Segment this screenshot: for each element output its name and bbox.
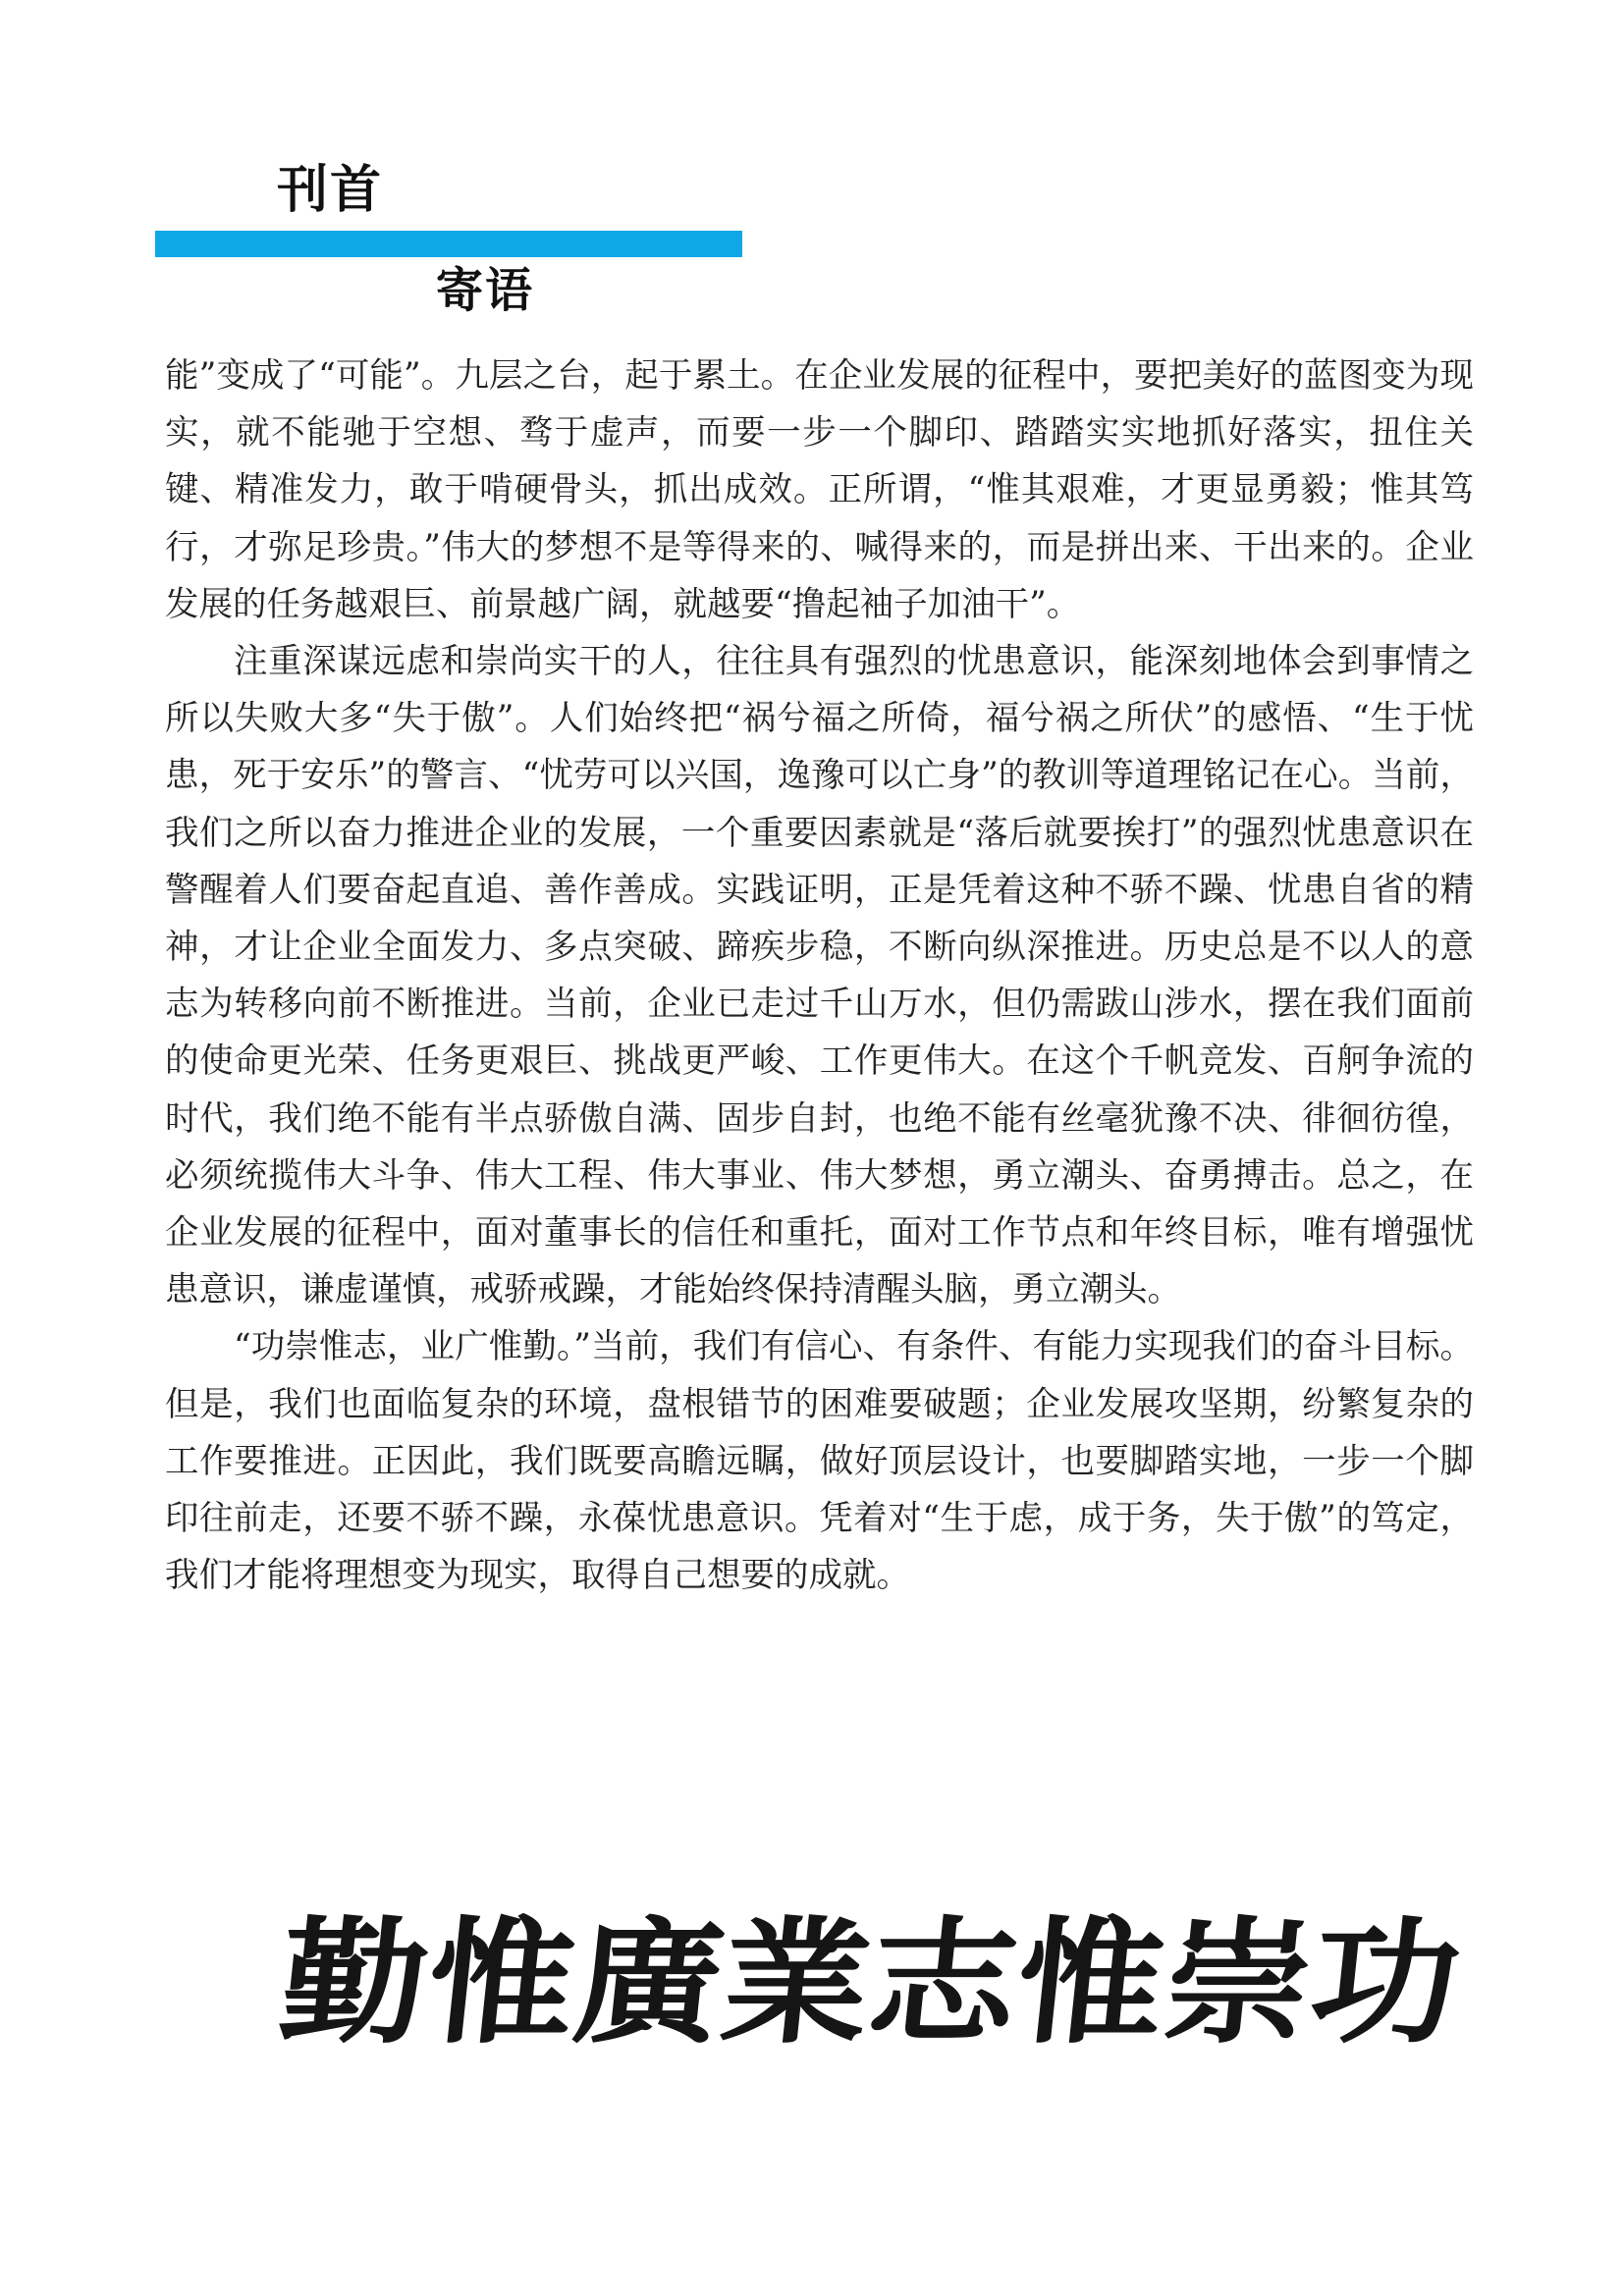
paragraph-1: 能”变成了“可能”。九层之台，起于累土。在企业发展的征程中，要把美好的蓝图变为现实，就不能驰于空想、骛于虚声，而要一步一个脚印、踏踏实实地抓好落实，扭住关键、精准发力，敢于啃硬骨头，抓出成效。正所谓，“惟其艰难，才更显勇毅；惟其笃行，才弥足珍贵。”伟大的梦想不是等得来的、喊得来的，而是拼出来、干出来的。企业发展的任务越艰巨、前景越广阔，就越要“撸起袖子加油干”。 xyxy=(165,356,1474,624)
calligraphy-char-1: 勤 xyxy=(272,1903,437,2062)
calligraphy-char-3: 廣 xyxy=(567,1903,731,2062)
calligraphy-char-7: 崇 xyxy=(1156,1903,1321,2062)
calligraphy-char-8: 功 xyxy=(1303,1903,1468,2062)
calligraphy-char-4: 業 xyxy=(714,1903,879,2062)
paragraph-2: 注重深谋远虑和崇尚实干的人，往往具有强烈的忧患意识，能深刻地体会到事情之所以失败大多“失于傲”。人们始终把“祸兮福之所倚，福兮祸之所伏”的感悟、“生于忧患，死于安乐”的警言、“忧劳可以兴国，逸豫可以亡身”的教训等道理铭记在心。当前，我们之所以奋力推进企业的发展，一个重要因素就是“落后就要挨打”的强烈忧患意识在警醒着人们要奋起直追、善作善成。实践证明，正是凭着这种不骄不躁、忧患自省的精神，才让企业全面发力、多点突破、蹄疾步稳，不断向纵深推进。历史总是不以人的意志为转移向前不断推进。当前，企业已走过千山万水，但仍需跋山涉水，摆在我们面前的使命更光荣、任务更艰巨、挑战更严峻、工作更伟大。在这个千帆竞发、百舸争流的时代，我们绝不能有半点骄傲自满、固步自封，也绝不能有丝毫犹豫不决、徘徊彷徨，必须统揽伟大斗争、伟大工程、伟大事业、伟大梦想，勇立潮头、奋勇搏击。总之，在企业发展的征程中，面对董事长的信任和重托，面对工作节点和年终目标，唯有增强忧患意识，谦虚谨慎，戒骄戒躁，才能始终保持清醒头脑，勇立潮头。 xyxy=(165,642,1474,1310)
title-accent-bar xyxy=(155,231,742,257)
calligraphy-char-2: 惟 xyxy=(419,1903,584,2062)
article-subtitle: 寄语 xyxy=(436,263,535,318)
paragraph-3: “功崇惟志，业广惟勤。”当前，我们有信心、有条件、有能力实现我们的奋斗目标。但是，我们也面临复杂的环境，盘根错节的困难要破题；企业发展攻坚期，纷繁复杂的工作要推进。正因此，我们既要高瞻远瞩，做好顶层设计，也要脚踏实地，一步一个脚印往前走，还要不骄不躁，永葆忧患意识。凭着对“生于虑，成于务，失于傲”的笃定，我们才能将理想变为现实，取得自己想要的成就。 xyxy=(165,1327,1474,1596)
calligraphy-char-6: 惟 xyxy=(1008,1903,1173,2062)
calligraphy-char-5: 志 xyxy=(861,1903,1026,2062)
article-body xyxy=(165,347,1474,1604)
section-title: 刊首 xyxy=(277,161,384,220)
calligraphy-inscription xyxy=(272,1895,1468,2071)
